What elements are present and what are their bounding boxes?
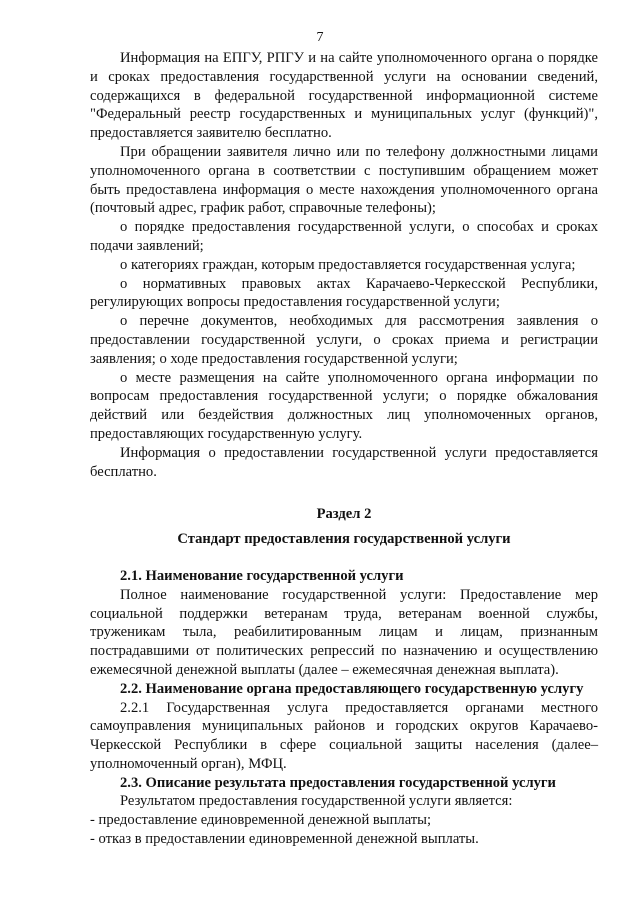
subsection-text-2-1: Полное наименование государственной услуги: Предоставление мер социальной поддержки ветеранам труда, ветеранам военной службы, труженикам тыла, реабилитированным лицам и лицам, признанным пострадавшими от политических репрессий по назначению и осуществлению ежемесячной денежной выплаты (далее – ежемесячная денежная выплата). xyxy=(90,586,598,678)
paragraph: Информация на ЕПГУ, РПГУ и на сайте уполномоченного органа о порядке и сроках предоставления государственной услуги на основании сведений, содержащихся в федеральной государственной информационной системе "Федеральный реестр государственных и муниципальных услуг (функций)", предоставляется заявителю бесплатно. xyxy=(90,50,598,142)
paragraph: о категориях граждан, которым предоставляется государственная услуга; xyxy=(120,256,576,273)
document-body xyxy=(90,49,598,849)
list-item: - предоставление единовременной денежной выплаты; xyxy=(90,812,432,829)
paragraph: о перечне документов, необходимых для рассмотрения заявления о предоставлении государственной услуги, о сроках приема и регистрации заявления; о ходе предоставления государственной услуги; xyxy=(90,313,598,367)
section-label: Раздел 2 xyxy=(316,506,372,523)
paragraph: При обращении заявителя лично или по телефону должностными лицами уполномоченного органа в соответствии с поступившим обращением может быть предоставлена информация о месте нахождения уполномоченного органа (почтовый адрес, график работ, справочные телефоны); xyxy=(90,143,598,217)
list-item: - отказ в предоставлении единовременной денежной выплаты. xyxy=(90,831,479,848)
paragraph: о нормативных правовых актах Карачаево-Черкесской Республики, регулирующих вопросы предоставления государственной услуги; xyxy=(90,275,598,311)
paragraph: Информация о предоставлении государственной услуги предоставляется бесплатно. xyxy=(90,444,598,480)
page-number: 7 xyxy=(316,30,324,45)
subsection-intro-2-3: Результатом предоставления государственной услуги является: xyxy=(120,793,513,810)
subsection-heading-2-1: 2.1. Наименование государственной услуги xyxy=(120,567,404,584)
paragraph: о месте размещения на сайте уполномоченного органа информации по вопросам предоставления государственной услуги; о порядке обжалования действий или бездействия должностных лиц уполномоченных органов, предоставляющих государственную услугу. xyxy=(90,369,598,442)
paragraph: о порядке предоставления государственной услуги, о способах и сроках подачи заявлений; xyxy=(90,219,598,254)
subsection-heading-2-3: 2.3. Описание результата предоставления государственной услуги xyxy=(120,774,556,791)
subsection-text-2-2: 2.2.1 Государственная услуга предоставляется органами местного самоуправления муниципальных районов и городских округов Карачаево-Черкесской Республики в сфере социальной защиты населения (далее– уполномоченный орган), МФЦ. xyxy=(90,699,598,772)
section-title: Стандарт предоставления государственной услуги xyxy=(177,531,511,548)
subsection-heading-2-2: 2.2. Наименование органа предоставляющего государственную услугу xyxy=(120,680,584,697)
